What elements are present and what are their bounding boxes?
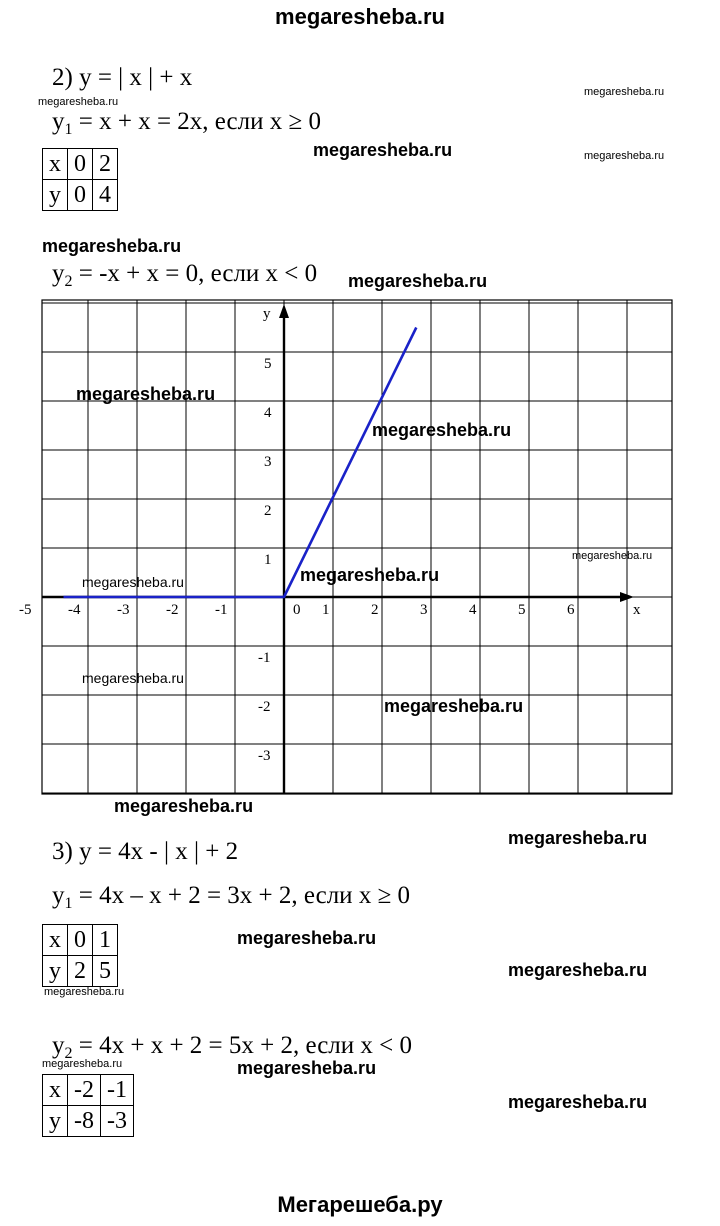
y-tick-label: 1 bbox=[264, 552, 272, 568]
watermark: megaresheba.ru bbox=[237, 928, 377, 948]
x-axis-label: x bbox=[633, 602, 641, 618]
x-tick-label: -5 bbox=[19, 602, 32, 618]
x-tick-label: -3 bbox=[117, 602, 130, 618]
table-cell: 5 bbox=[93, 956, 118, 987]
watermark: megaresheba.ru bbox=[508, 960, 648, 980]
watermark: megaresheba.ru bbox=[38, 96, 119, 108]
case-sub: 1 bbox=[64, 121, 73, 138]
case-rest: = x + x = 2x, если x ≥ 0 bbox=[72, 108, 321, 135]
graph-axes bbox=[42, 304, 634, 794]
table-cell: -8 bbox=[68, 1106, 101, 1137]
case-sub: 1 bbox=[64, 895, 73, 912]
x-tick-label: 2 bbox=[371, 602, 379, 618]
y-tick-label: -3 bbox=[258, 748, 271, 764]
x-tick-label: 5 bbox=[518, 602, 526, 618]
y-tick-label: 2 bbox=[264, 503, 272, 519]
table-cell: 2 bbox=[93, 149, 118, 180]
task3-value-table-2 bbox=[42, 1074, 134, 1137]
watermark: megaresheba.ru bbox=[237, 1058, 377, 1078]
watermark: megaresheba.ru bbox=[300, 565, 440, 585]
table-cell: 2 bbox=[68, 956, 93, 987]
table-cell: 1 bbox=[93, 925, 118, 956]
table-cell: x bbox=[43, 149, 68, 180]
watermark: megaresheba.ru bbox=[313, 140, 453, 160]
watermark: megaresheba.ru bbox=[384, 696, 524, 716]
watermark: megaresheba.ru bbox=[42, 236, 182, 256]
table-cell: y bbox=[43, 1106, 68, 1137]
watermark: megaresheba.ru bbox=[508, 1092, 648, 1112]
table-cell: 0 bbox=[68, 180, 93, 211]
case-prefix: y bbox=[52, 1032, 65, 1059]
x-tick-label: 0 bbox=[293, 602, 301, 618]
task3-value-table-1 bbox=[42, 924, 118, 987]
x-tick-label: -2 bbox=[166, 602, 179, 618]
watermark: megaresheba.ru bbox=[76, 384, 216, 404]
watermark: megaresheba.ru bbox=[82, 670, 184, 686]
y-axis-arrow bbox=[279, 304, 289, 318]
watermark: megaresheba.ru bbox=[114, 796, 254, 816]
x-tick-label: -4 bbox=[68, 602, 81, 618]
watermark: megaresheba.ru bbox=[372, 420, 512, 440]
table-row bbox=[43, 925, 118, 956]
task3-case2 bbox=[52, 1032, 412, 1060]
y-tick-label: -1 bbox=[258, 650, 271, 666]
case-rest: = 4x – x + 2 = 3x + 2, если x ≥ 0 bbox=[72, 882, 411, 909]
header-site: megaresheba.ru bbox=[275, 4, 445, 29]
x-tick-label: 3 bbox=[420, 602, 428, 618]
watermark: megaresheba.ru bbox=[508, 828, 648, 848]
table-cell: y bbox=[43, 180, 68, 211]
x-tick-label: 1 bbox=[322, 602, 330, 618]
table-row bbox=[43, 1075, 134, 1106]
series-line bbox=[64, 328, 417, 598]
case-sub: 2 bbox=[64, 273, 73, 290]
case-sub: 2 bbox=[64, 1045, 73, 1062]
x-tick-label: 4 bbox=[469, 602, 477, 618]
y-tick-label: -2 bbox=[258, 699, 271, 715]
case-prefix: y bbox=[52, 108, 65, 135]
watermark: megaresheba.ru bbox=[82, 574, 184, 590]
table-cell: x bbox=[43, 925, 68, 956]
table-cell: -1 bbox=[101, 1075, 134, 1106]
task3-case1 bbox=[52, 882, 410, 910]
graph-grid bbox=[42, 300, 672, 794]
table-cell: 4 bbox=[93, 180, 118, 211]
y-tick-label: 5 bbox=[264, 356, 272, 372]
y-tick-label: 3 bbox=[264, 454, 272, 470]
table-cell: -2 bbox=[68, 1075, 101, 1106]
table-cell: 0 bbox=[68, 925, 93, 956]
table-cell: x bbox=[43, 1075, 68, 1106]
y-axis-label: y bbox=[263, 306, 271, 322]
table-row bbox=[43, 956, 118, 987]
table-cell: y bbox=[43, 956, 68, 987]
x-tick-label: 6 bbox=[567, 602, 575, 618]
footer-site: Мегарешеба.ру bbox=[277, 1192, 443, 1217]
x-tick-label: -1 bbox=[215, 602, 228, 618]
watermark: megaresheba.ru bbox=[44, 986, 125, 998]
watermark: megaresheba.ru bbox=[584, 86, 665, 98]
task3-title: 3) y = 4x - | x | + 2 bbox=[52, 838, 239, 865]
case-prefix: y bbox=[52, 882, 65, 909]
case-prefix: y bbox=[52, 260, 65, 287]
case-rest: = -x + x = 0, если x < 0 bbox=[72, 260, 318, 287]
watermark: megaresheba.ru bbox=[348, 271, 488, 291]
table-row bbox=[43, 1106, 134, 1137]
watermark: megaresheba.ru bbox=[572, 550, 653, 562]
graph-series bbox=[64, 328, 417, 598]
table-cell: -3 bbox=[101, 1106, 134, 1137]
task2-title: 2) y = | x | + x bbox=[52, 64, 193, 91]
watermark: megaresheba.ru bbox=[584, 150, 665, 162]
y-tick-label: 4 bbox=[264, 405, 272, 421]
case-rest: = 4x + x + 2 = 5x + 2, если x < 0 bbox=[72, 1032, 413, 1059]
table-cell: 0 bbox=[68, 149, 93, 180]
watermark: megaresheba.ru bbox=[42, 1058, 123, 1070]
